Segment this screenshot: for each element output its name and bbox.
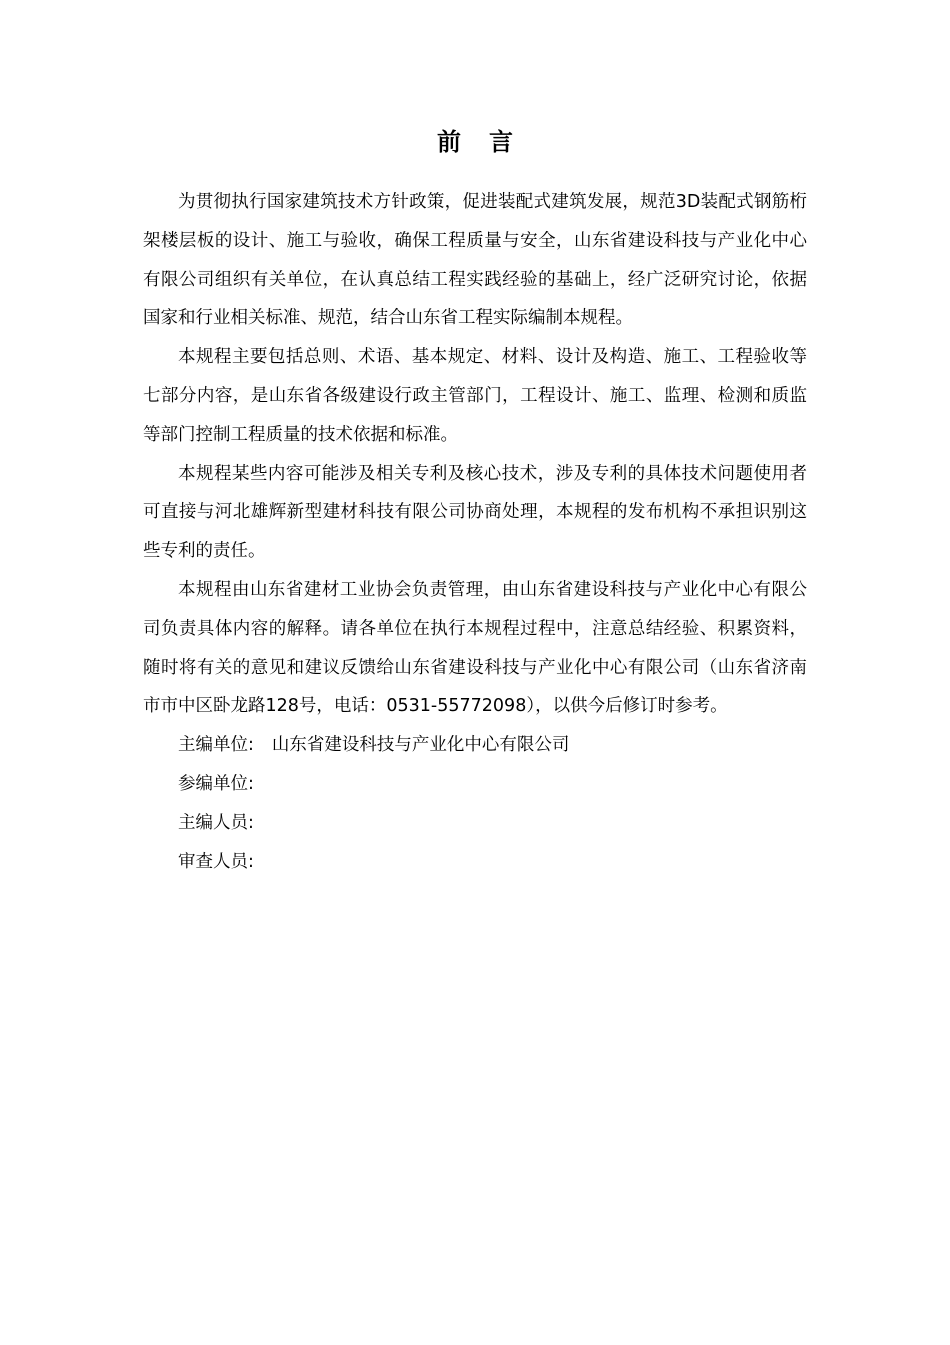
field-label: 主编人员:: [178, 812, 254, 833]
field-label: 主编单位:: [178, 735, 254, 756]
paragraph-management: 本规程由山东省建材工业协会负责管理，由山东省建设科技与产业化中心有限公司负责具体内容的解释。请各单位在执行本规程过程中，注意总结经验、积累资料，随时将有关的意见和建议反馈给山东省建设科技与产业化中心有限公司（山东省济南市市中区卧龙路128号，电话：0531-55772098），以供今后修订时参考。: [143, 579, 807, 717]
paragraph-contents: 本规程主要包括总则、术语、基本规定、材料、设计及构造、施工、工程验收等七部分内容，是山东省各级建设行政主管部门，工程设计、施工、监理、检测和质监等部门控制工程质量的技术依据和标准。: [143, 347, 807, 445]
field-participating-unit: [143, 765, 807, 804]
field-value: 山东省建设科技与产业化中心有限公司: [271, 735, 570, 756]
field-label: 参编单位:: [178, 773, 254, 794]
field-reviewers: [143, 843, 807, 882]
field-chief-editors: [143, 804, 807, 843]
field-chief-editor-unit: [143, 726, 807, 765]
document-body: [143, 183, 807, 881]
paragraph-purpose: 为贯彻执行国家建筑技术方针政策，促进装配式建筑发展，规范3D装配式钢筋桁架楼层板的设计、施工与验收，确保工程质量与安全，山东省建设科技与产业化中心有限公司组织有关单位，在认真总结工程实践经验的基础上，经广泛研究讨论，依据国家和行业相关标准、规范，结合山东省工程实际编制本规程。: [143, 192, 807, 329]
page-title: 前言: [437, 128, 541, 156]
paragraph-patent: 本规程某些内容可能涉及相关专利及核心技术，涉及专利的具体技术问题使用者可直接与河北雄辉新型建材科技有限公司协商处理，本规程的发布机构不承担识别这些专利的责任。: [143, 463, 807, 562]
field-label: 审查人员:: [178, 851, 254, 872]
